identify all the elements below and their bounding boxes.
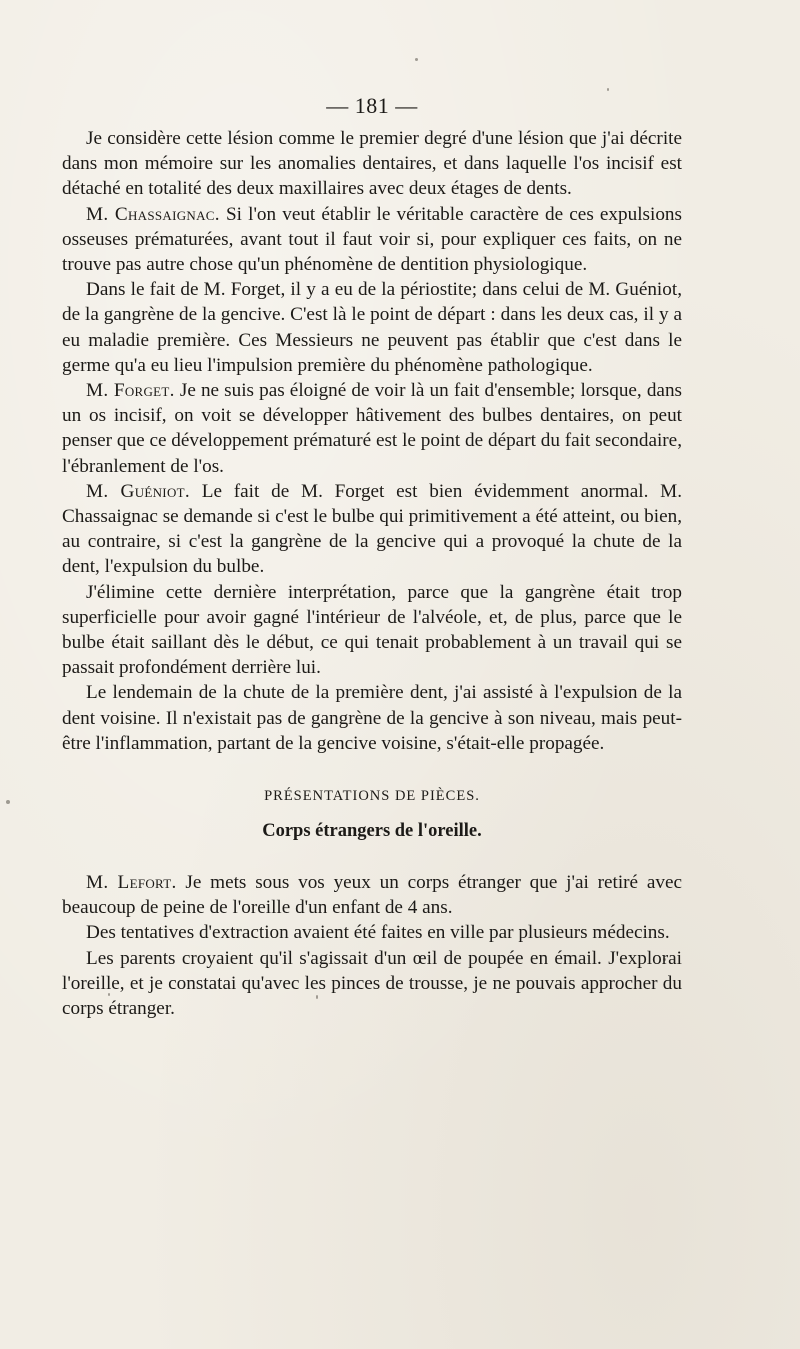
paragraph-text: Je considère cette lésion comme le premier degré d'une lésion que j'ai décrite dans mon mémoire sur les anomalies dentaires, et dans laquelle l'os incisif est détaché en totalité des deux maxillaires avec deux étages de dents. xyxy=(62,128,682,200)
paragraph xyxy=(62,479,682,580)
paragraph xyxy=(62,378,682,479)
paragraph-text: Les parents croyaient qu'il s'agissait d'un œil de poupée en émail. J'explorai l'oreille, et je constatai qu'avec les pinces de trousse, je ne pouvais approcher du corps étranger. xyxy=(62,947,682,1020)
paragraph xyxy=(62,580,682,681)
paragraph-text: Si l'on veut établir le véritable caractère de ces expulsions osseuses prématurées, avant tout il faut voir si, pour expliquer ces faits, on ne trouve pas autre chose qu'un phénomène de dentition physiologique. xyxy=(62,203,682,276)
paragraph-text: Je ne suis pas éloigné de voir là un fait d'ensemble; lorsque, dans un os incisif, on voit se développer hâtivement des bulbes dentaires, on peut penser que ce développement prématuré est le point de départ du fait secondaire, l'ébranlement de l'os. xyxy=(62,380,683,477)
speaker-name: M. Chassaignac. xyxy=(86,203,220,225)
paragraph-text: Le lendemain de la chute de la première dent, j'ai assisté à l'expulsion de la dent voisine. Il n'existait pas de gangrène de la gencive à son niveau, mais peut-être l'inflammation, partant de la gencive voisine, s'était-elle propagée. xyxy=(62,682,682,754)
page-number: — 181 — xyxy=(326,93,418,118)
paragraph xyxy=(62,870,682,920)
speaker-name: M. Guéniot. xyxy=(86,480,190,502)
sub-heading: Corps étrangers de l'oreille. xyxy=(262,821,482,842)
paragraph-text: Je mets sous vos yeux un corps étranger que j'ai retiré avec beaucoup de peine de l'oreille d'un enfant de 4 ans. xyxy=(62,872,683,919)
paragraph xyxy=(62,202,682,278)
paragraph-text: Dans le fait de M. Forget, il y a eu de la périostite; dans celui de M. Guéniot, de la gangrène de la gencive. C'est là le point de départ : dans les deux cas, il y a eu maladie première. Ces Messieurs ne peuvent pas établir que c'est dans le germe qu'a eu lieu l'impulsion première du phénomène pathologique. xyxy=(62,279,682,376)
paragraph xyxy=(62,277,682,378)
ink-speck xyxy=(415,58,418,61)
paragraph-text: J'élimine cette dernière interprétation, parce que la gangrène était trop superficielle pour avoir gagné l'intérieur de l'alvéole, et, de plus, parce que le bulbe était saillant dès le début, ce qui tenait probablement à un travail qui se passait profondément derrière lui. xyxy=(62,581,682,679)
paragraph-text: Le fait de M. Forget est bien évidemment anormal. M. Chassaignac se demande si c'est le bulbe qui primitivement a été atteint, ou bien, au contraire, si c'est la gangrène de la gencive qui a provoqué la chute de la dent, l'expulsion du bulbe. xyxy=(62,480,682,578)
paragraph xyxy=(62,680,682,756)
ink-speck xyxy=(6,800,10,804)
speaker-name: M. Forget. xyxy=(86,380,175,402)
spacer xyxy=(62,844,682,870)
paragraph-text: Des tentatives d'extraction avaient été faites en ville par plusieurs médecins. xyxy=(86,922,670,944)
paragraph xyxy=(62,126,682,202)
section-heading: PRÉSENTATIONS DE PIÈCES. xyxy=(264,788,480,805)
paragraph xyxy=(62,920,682,945)
page-text xyxy=(62,88,682,1021)
paragraph xyxy=(62,946,682,1022)
speaker-name: M. Lefort. xyxy=(86,872,177,894)
